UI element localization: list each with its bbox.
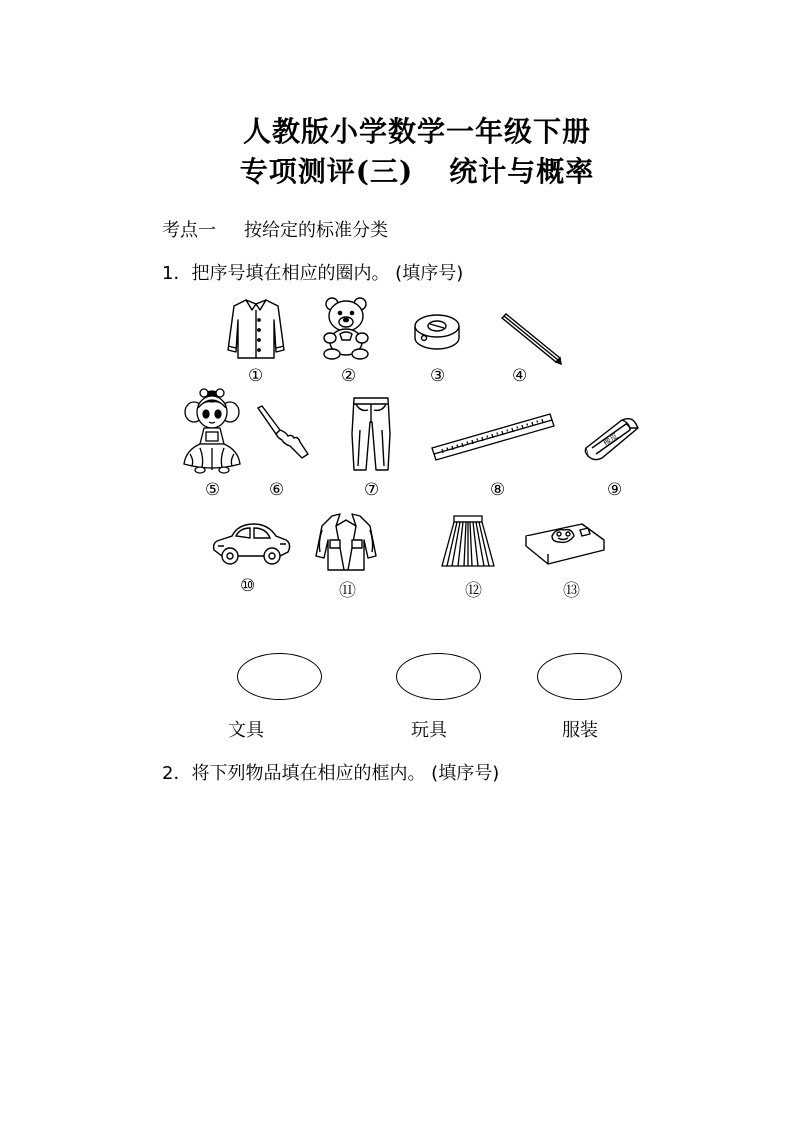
teddy-bear-icon: [320, 296, 372, 360]
page-title: 人教版小学数学一年级下册: [242, 115, 591, 148]
section-heading: [162, 216, 388, 242]
ruler-icon: [430, 412, 556, 466]
item-number: ⑦: [364, 480, 380, 500]
item-number: ⑥: [269, 480, 285, 500]
answer-oval-toys[interactable]: [396, 653, 481, 700]
eraser-label: 橡皮: [601, 431, 620, 448]
skirt-icon: [440, 514, 496, 570]
item-number: ④: [512, 366, 528, 386]
item-number: ①: [248, 366, 264, 386]
answer-oval-clothing[interactable]: [537, 653, 622, 700]
section-label: 考点一: [162, 220, 216, 241]
toy-car-icon: [210, 520, 292, 566]
shirt-icon: [226, 296, 286, 360]
item-number: ⑪: [339, 581, 356, 601]
item-number: ⑤: [205, 480, 221, 500]
trousers-icon: [348, 396, 394, 472]
item-number: ③: [430, 366, 446, 386]
page-subtitle: [0, 150, 794, 190]
jacket-icon: [314, 512, 378, 572]
item-number: ⑧: [490, 480, 506, 500]
knife-icon: [254, 404, 310, 460]
item-number: ⑨: [607, 480, 623, 500]
pencil-icon: [498, 312, 562, 366]
category-label-stationery: 文具: [228, 720, 264, 741]
category-label-toys: 玩具: [411, 720, 447, 741]
section-text: 按给定的标准分类: [244, 220, 388, 241]
category-label-clothing: 服装: [562, 720, 598, 741]
item-number: ⑫: [465, 581, 482, 601]
question-2: 2．将下列物品填在相应的框内。 (填序号): [162, 763, 500, 784]
pencil-case-icon: [522, 520, 608, 568]
item-number: ⑬: [563, 581, 580, 601]
question-1: 1．把序号填在相应的圈内。 (填序号): [162, 263, 464, 284]
item-number: ②: [341, 366, 357, 386]
answer-oval-stationery[interactable]: [237, 653, 322, 700]
subtitle-part-a: 专项测评(三): [239, 155, 414, 188]
eraser-icon: [582, 414, 640, 464]
item-number: ⑩: [240, 576, 256, 596]
pencil-sharpener-icon: [412, 312, 462, 352]
subtitle-part-b: 统计与概率: [449, 155, 595, 188]
doll-icon: [180, 388, 244, 474]
